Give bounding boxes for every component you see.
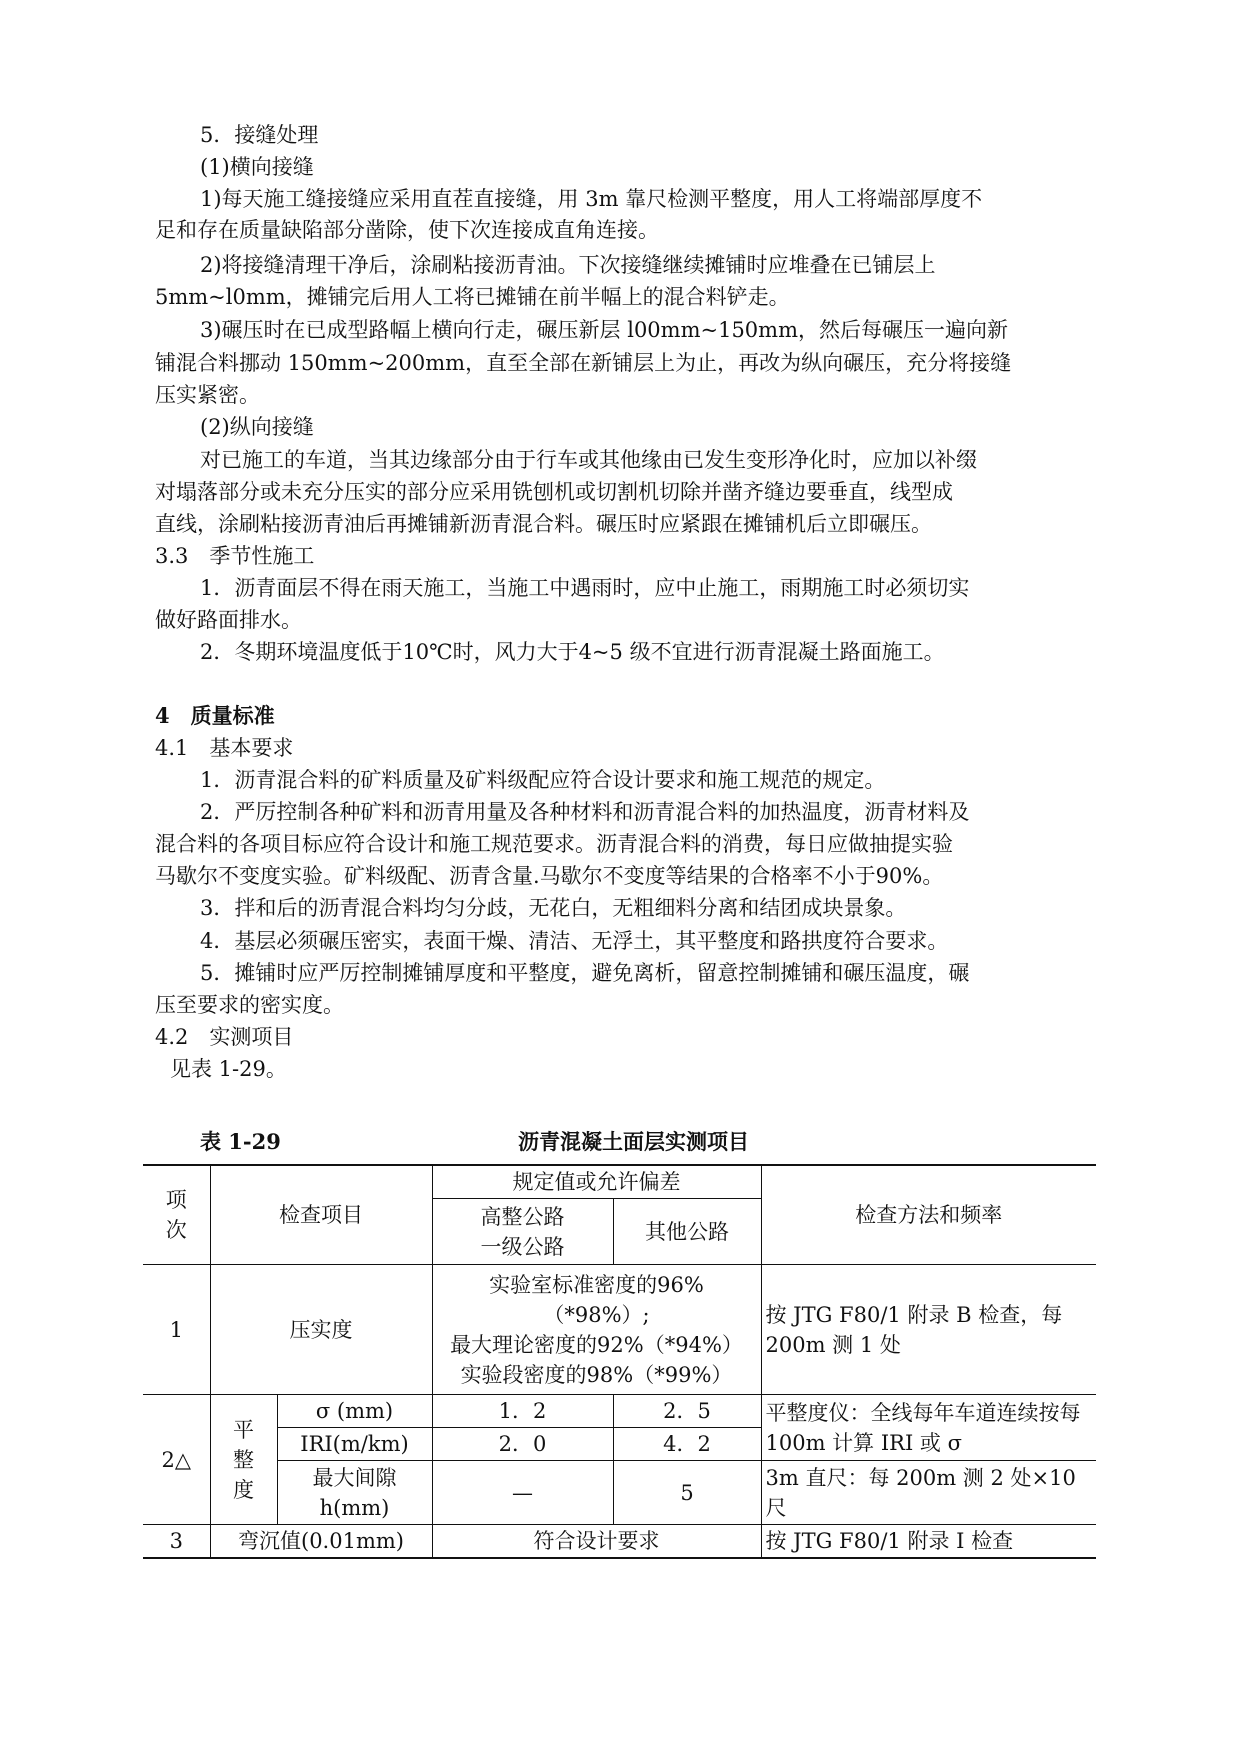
row3-item-no: 3 xyxy=(143,1525,210,1559)
row2ab-method: 平整度仪：全线每年车道连续按每 100m 计算 IRI 或 σ xyxy=(761,1395,1096,1461)
row2c-sub-item: 最大间隙 h(mm) xyxy=(277,1461,432,1525)
header-method-frequency: 检查方法和频率 xyxy=(761,1165,1096,1265)
subheading-longitudinal-joint: (2)纵向接缝 xyxy=(200,415,314,439)
header-highway: 高整公路 一级公路 xyxy=(432,1199,613,1265)
paragraph-line: 1．沥青混合料的矿料质量及矿料级配应符合设计要求和施工规范的规定。 xyxy=(200,768,886,792)
header-check-item: 检查项目 xyxy=(210,1165,432,1265)
row2-group-flatness: 平 整 度 xyxy=(210,1395,277,1525)
paragraph-line: 铺混合料挪动 150mm~200mm，直至全部在新铺层上为止，再改为纵向碾压，充分将接缝 xyxy=(155,351,1012,375)
paragraph-line: 3)碾压时在已成型路幅上横向行走，碾压新层 l00mm~150mm，然后每碾压一遍向新 xyxy=(200,318,1008,342)
paragraph-line: 压实紧密。 xyxy=(155,383,260,407)
row2b-other-value: 4．2 xyxy=(613,1428,761,1461)
subheading-transverse-joint: (1)横向接缝 xyxy=(200,155,314,179)
paragraph-line: 对塌落部分或未充分压实的部分应采用铣刨机或切割机切除并凿齐缝边要垂直，线型成 xyxy=(155,480,953,504)
paragraph-line: 混合料的各项目标应符合设计和施工规范要求。沥青混合料的消费，每日应做抽提实验 xyxy=(155,832,953,856)
row2c-other-value: 5 xyxy=(613,1461,761,1525)
paragraph-line: 2．严厉控制各种矿料和沥青用量及各种材料和沥青混合料的加热温度，沥青材料及 xyxy=(200,800,970,824)
paragraph-line: 5mm~l0mm，摊铺完后用人工将已摊铺在前半幅上的混合料铲走。 xyxy=(155,285,790,309)
paragraph-line: 马歇尔不变度实验。矿料级配、沥青含量.马歇尔不变度等结果的合格率不小于90%。 xyxy=(155,864,944,888)
paragraph-line: 3．拌和后的沥青混合料均匀分歧，无花白，无粗细料分离和结团成块景象。 xyxy=(200,896,907,920)
section-heading-measured-items: 4.2 实测项目 xyxy=(155,1025,294,1049)
section-heading-seasonal: 3.3 季节性施工 xyxy=(155,544,315,568)
section-heading-basic-requirements: 4.1 基本要求 xyxy=(155,736,294,760)
row1-value: 实验室标准密度的96% （*98%）; 最大理论密度的92%（*94%） 实验段密度的98%（*99%） xyxy=(432,1265,761,1395)
paragraph-line: 做好路面排水。 xyxy=(155,608,302,632)
row2c-method: 3m 直尺：每 200m 测 2 处×10 尺 xyxy=(761,1461,1096,1525)
heading-joint-treatment: 5．接缝处理 xyxy=(200,123,319,147)
row2a-highway-value: 1．2 xyxy=(432,1395,613,1428)
paragraph-line: 1)每天施工缝接缝应采用直茬直接缝，用 3m 靠尺检测平整度，用人工将端部厚度不 xyxy=(200,187,983,211)
paragraph-line: 1．沥青面层不得在雨天施工，当施工中遇雨时，应中止施工，雨期施工时必须切实 xyxy=(200,576,970,600)
row2a-other-value: 2．5 xyxy=(613,1395,761,1428)
paragraph-line: 压至要求的密实度。 xyxy=(155,993,344,1017)
header-item-no: 项 次 xyxy=(143,1165,210,1265)
row1-item-no: 1 xyxy=(143,1265,210,1395)
row1-check-item: 压实度 xyxy=(210,1265,432,1395)
table-caption-number: 表 1-29 xyxy=(200,1129,281,1154)
paragraph-line: 4．基层必须碾压密实，表面干燥、清洁、无浮土，其平整度和路拱度符合要求。 xyxy=(200,929,949,953)
paragraph-line: 2．冬期环境温度低于10℃时，风力大于4~5 级不宜进行沥青混凝土路面施工。 xyxy=(200,640,945,664)
header-allowed-deviation: 规定值或允许偏差 xyxy=(432,1165,761,1199)
row3-check-item: 弯沉值(0.01mm) xyxy=(210,1525,432,1559)
row2a-sub-item: σ (mm) xyxy=(277,1395,432,1428)
paragraph-line: 5．摊铺时应严厉控制摊铺厚度和平整度，避免离析，留意控制摊铺和碾压温度，碾 xyxy=(200,961,970,985)
row2b-highway-value: 2．0 xyxy=(432,1428,613,1461)
row3-value: 符合设计要求 xyxy=(432,1525,761,1559)
paragraph-line: 直线，涂刷粘接沥青油后再摊铺新沥青混合料。碾压时应紧跟在摊铺机后立即碾压。 xyxy=(155,512,932,536)
paragraph-line: 对已施工的车道，当其边缘部分由于行车或其他缘由已发生变形净化时，应加以补缀 xyxy=(200,448,977,472)
paragraph-line: 见表 1-29。 xyxy=(170,1057,287,1081)
paragraph-line: 足和存在质量缺陷部分凿除，使下次连接成直角连接。 xyxy=(155,218,659,242)
header-other-road: 其他公路 xyxy=(613,1199,761,1265)
row3-method: 按 JTG F80/1 附录 I 检查 xyxy=(761,1525,1096,1559)
row2-item-no: 2△ xyxy=(143,1395,210,1525)
measured-items-table xyxy=(143,1164,1096,1559)
row2b-sub-item: IRI(m/km) xyxy=(277,1428,432,1461)
section-heading-quality: 4 质量标准 xyxy=(155,703,275,728)
paragraph-line: 2)将接缝清理干净后，涂刷粘接沥青油。下次接缝继续摊铺时应堆叠在已铺层上 xyxy=(200,253,936,277)
table-caption-title: 沥青混凝土面层实测项目 xyxy=(518,1129,749,1154)
row1-method: 按 JTG F80/1 附录 B 检查，每 200m 测 1 处 xyxy=(761,1265,1096,1395)
row2c-highway-value: — xyxy=(432,1461,613,1525)
